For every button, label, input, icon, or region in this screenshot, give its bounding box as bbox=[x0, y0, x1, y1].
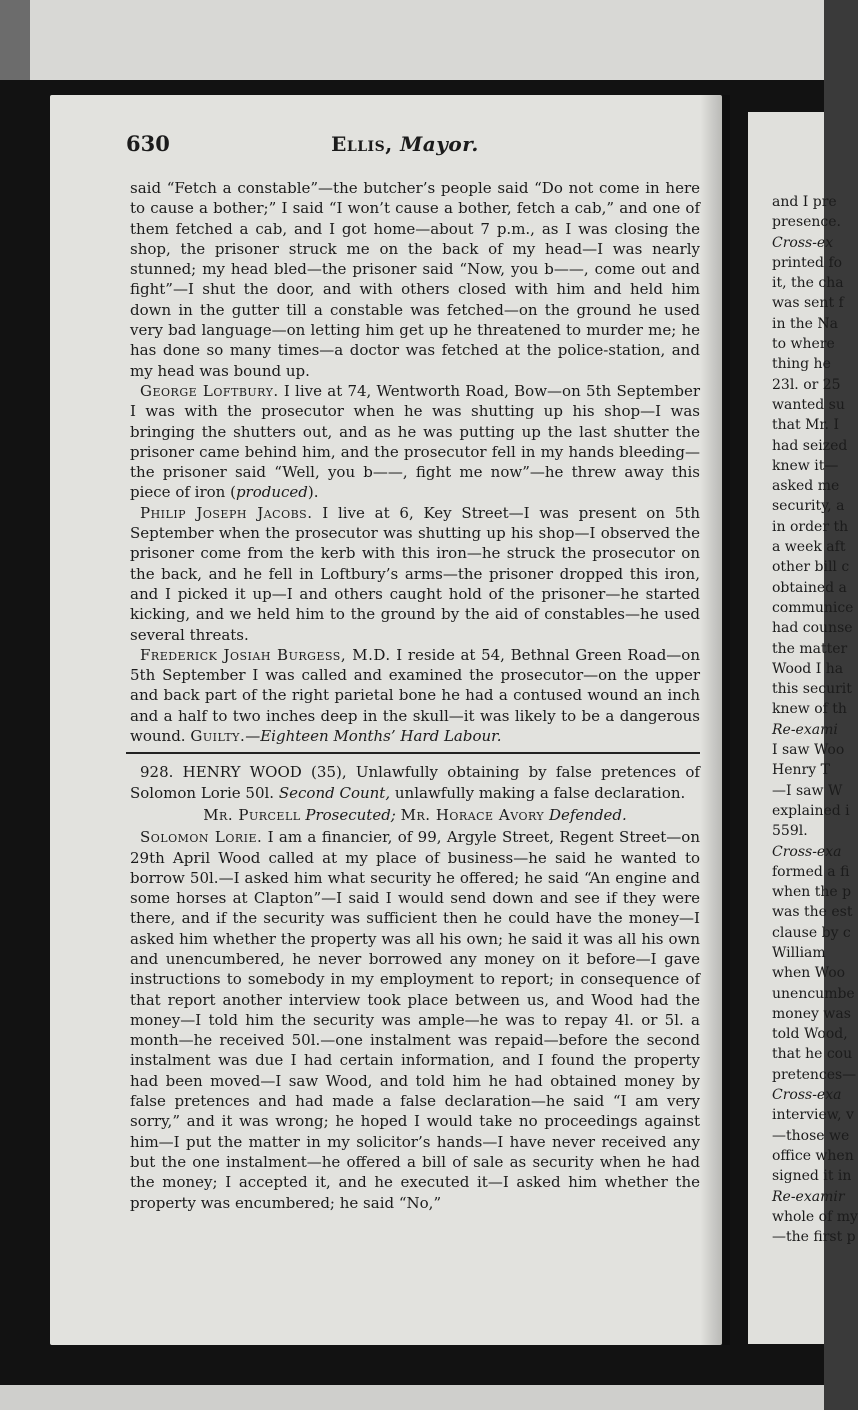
right-page-line: when Woo bbox=[772, 965, 846, 982]
case-number: 928. bbox=[140, 763, 174, 782]
right-page-line: —the first p bbox=[772, 1229, 856, 1246]
right-page-line: William bbox=[772, 944, 826, 961]
witness-paragraph bbox=[130, 645, 700, 746]
right-page-line: other bill c bbox=[772, 559, 850, 576]
witness-paragraph bbox=[130, 381, 700, 503]
page-content bbox=[110, 128, 700, 1213]
verdict: Guilty. bbox=[190, 727, 246, 746]
running-title bbox=[110, 131, 700, 156]
right-page-line: interview, v bbox=[772, 1107, 854, 1124]
right-page-line: Wood I ha bbox=[772, 660, 844, 677]
right-page-line: had seized bbox=[772, 437, 848, 454]
witness-text: I live at 6, Key Street—I was present on 5th September when the prosecutor was shutting up his shop—I observed the prisoner come from the kerb with this iron—he struck the prosecutor on the back, and he fell in Loftbury’s arms—the prisoner dropped this iron, and I picked it up—I and others caught hold of the prisoner—he started kicking, and we held him to the ground by the aid of constables—he used several threats. bbox=[130, 503, 700, 644]
right-page-line: when the p bbox=[772, 884, 852, 901]
right-page-line: money was bbox=[772, 1005, 851, 1022]
right-page-line: that he cou bbox=[772, 1046, 853, 1063]
witness-italic: produced bbox=[235, 483, 308, 502]
right-page-line: wanted su bbox=[772, 396, 845, 413]
gutter-shadow bbox=[700, 95, 730, 1345]
case-heading bbox=[130, 762, 700, 803]
testimony-text: I am a financier, of 99, Argyle Street, Regent Street—on 29th April Wood called at my place of business—he said he wanted to borrow 50l.—I asked him what security he offered; he said “An engine and some horses at Clapton”—I said I would send down and see if they were there, and if the security was sufficient then he could have the money—I asked him whether the property was all his own; he said it was all his own and unencumbered, he never borrowed any money on it before—I gave instructions to somebody in my employment to report; in consequence of that report another interview took place between us, and Wood had the money—I told him the security was ample—he was to repay 4l. or 5l. a month—he received 50l.—one instalment was repaid—before the second instalment was due I had certain information, and I found the property had been moved—I saw Wood, and told him he had obtained money by false pretences and had made a false declaration—he said “I am very sorry,” and it was wrong; he hoped I would take no proceedings against him—I put the matter in my solicitor’s hands—I have never received any but the one instalment—he offered a bill of sale as security when he had the money; I accepted it, and he executed it—I asked him whether the property was encumbered; he said “No,” bbox=[130, 828, 700, 1212]
witness-name: Solomon Lorie. bbox=[140, 828, 263, 847]
right-page-line: had counse bbox=[772, 620, 853, 637]
right-page-line: unencumbe bbox=[772, 985, 855, 1002]
right-page-line: the matter bbox=[772, 640, 848, 657]
right-page-line: it, the cha bbox=[772, 275, 844, 292]
right-page-line: this securit bbox=[772, 681, 852, 698]
case-divider bbox=[126, 752, 700, 754]
charge-text: Unlawfully obtaining by false pretences of Solomon Lorie 50l. bbox=[130, 763, 700, 802]
right-page-line: in the Na bbox=[772, 315, 838, 332]
witness-paragraph bbox=[130, 503, 700, 645]
right-page-line: signed it in bbox=[772, 1168, 852, 1185]
witness-name: Philip Joseph Jacobs. bbox=[140, 503, 313, 522]
running-title-role: Mayor. bbox=[400, 132, 479, 156]
right-page-line: communice bbox=[772, 599, 854, 616]
right-page-line: told Wood, bbox=[772, 1026, 848, 1043]
right-page-line: Cross-exa bbox=[772, 1087, 842, 1104]
right-page-line: security, a bbox=[772, 498, 845, 515]
defence-counsel: Mr. Horace Avory bbox=[400, 805, 545, 824]
right-page-line: a week aft bbox=[772, 539, 846, 556]
right-page-fragment bbox=[748, 112, 858, 1344]
right-page-line: thing he bbox=[772, 356, 831, 373]
right-page-line: Re-examir bbox=[772, 1188, 845, 1205]
right-page-line: explained i bbox=[772, 802, 850, 819]
prosecution-counsel: Mr. Purcell bbox=[203, 805, 301, 824]
right-page-line: in order th bbox=[772, 518, 849, 535]
witness-text: I live at 74, Wentworth Road, Bow—on 5th September I was with the prosecutor when he was shutting up his shop—I was bringing the shutters out, and as he was putting up the last shutter the prisoner came behind him, and the prosecutor fell in my hands bleeding—the prisoner said “Well, you b——, fight me now”—he threw away this piece of iron ( bbox=[130, 381, 700, 502]
sentence: —Eighteen Months’ Hard Labour. bbox=[245, 727, 502, 746]
right-page-line: was sent f bbox=[772, 295, 844, 312]
witness-name: Frederick Josiah Burgess, M.D. bbox=[140, 645, 391, 664]
right-page-line: Henry T bbox=[772, 762, 830, 779]
right-page-line: 559l. bbox=[772, 823, 808, 840]
right-page-line: whole of my bbox=[772, 1208, 858, 1225]
right-page-line: that Mr. I bbox=[772, 417, 839, 434]
charge-text-2: unlawfully making a false declaration. bbox=[390, 783, 686, 802]
right-page-line: —I saw W bbox=[772, 782, 843, 799]
right-page-line: presence. bbox=[772, 214, 842, 231]
right-page-line: clause by c bbox=[772, 924, 851, 941]
right-page-line: obtained a bbox=[772, 579, 847, 596]
running-head bbox=[110, 128, 700, 162]
right-page-line: formed a fi bbox=[772, 863, 850, 880]
defendant-name: HENRY WOOD bbox=[182, 763, 302, 782]
witness-name: George Loftbury. bbox=[140, 381, 279, 400]
right-page-line: Cross-exa bbox=[772, 843, 842, 860]
right-page-line: I saw Woo bbox=[772, 742, 845, 759]
second-count: Second Count, bbox=[278, 783, 391, 802]
right-page-line: 23l. or 25 bbox=[772, 376, 841, 393]
right-page-line: asked me bbox=[772, 478, 840, 495]
case-section bbox=[110, 762, 700, 1213]
right-page-line: printed fo bbox=[772, 254, 843, 271]
right-page-line: knew of th bbox=[772, 701, 847, 718]
right-page-line: was the est bbox=[772, 904, 853, 921]
continued-paragraph: said “Fetch a constable”—the butcher’s people said “Do not come in here to cause a bother;” I said “I won’t cause a bother, fetch a cab,” and one of them fetched a cab, and I got home—about 7 p.m., as I was closing the shop, the prisoner struck me on the back of my head—I was nearly stunned; my head bled—the prisoner said “Now, you b——, come out and fight”—I shut the door, and with others closed with him and held him down in the gutter till a constable was fetched—on the ground he used very bad language—on letting him get up he threatened to murder me; he has done so many times—a doctor was fetched at the police-station, and my head was bound up. bbox=[130, 179, 700, 380]
right-page-text bbox=[772, 192, 858, 1247]
scan-bottom-margin bbox=[0, 1385, 824, 1410]
counsel-line bbox=[130, 805, 700, 825]
page-body bbox=[110, 178, 700, 746]
right-page-line: pretences— bbox=[772, 1066, 857, 1083]
prosecution-role: Prosecuted; bbox=[305, 805, 396, 824]
right-page-line: Re-exami bbox=[772, 721, 838, 738]
defendant-age: (35), bbox=[311, 763, 347, 782]
witness-tail: ). bbox=[307, 483, 319, 502]
running-title-name: Ellis, bbox=[331, 132, 393, 156]
defence-role: Defended. bbox=[548, 805, 627, 824]
right-page-line: to where bbox=[772, 336, 835, 353]
right-page-line: knew it— bbox=[772, 457, 839, 474]
page-number: 630 bbox=[126, 131, 170, 156]
witness-text: I reside at 54, Bethnal Green Road—on 5th September I was called and examined the prosecutor—on the upper and back part of the right parietal bone he had a contused wound an inch and a half to two inches deep in the skull—it was likely to be a dangerous wound. bbox=[130, 645, 700, 746]
right-page-line: Cross-ex bbox=[772, 234, 834, 251]
right-page-line: office when bbox=[772, 1147, 854, 1164]
right-page-line: and I pre bbox=[772, 194, 837, 210]
testimony-paragraph bbox=[130, 827, 700, 1213]
scan-top-margin bbox=[0, 0, 824, 92]
right-page-line: —those we bbox=[772, 1127, 850, 1144]
